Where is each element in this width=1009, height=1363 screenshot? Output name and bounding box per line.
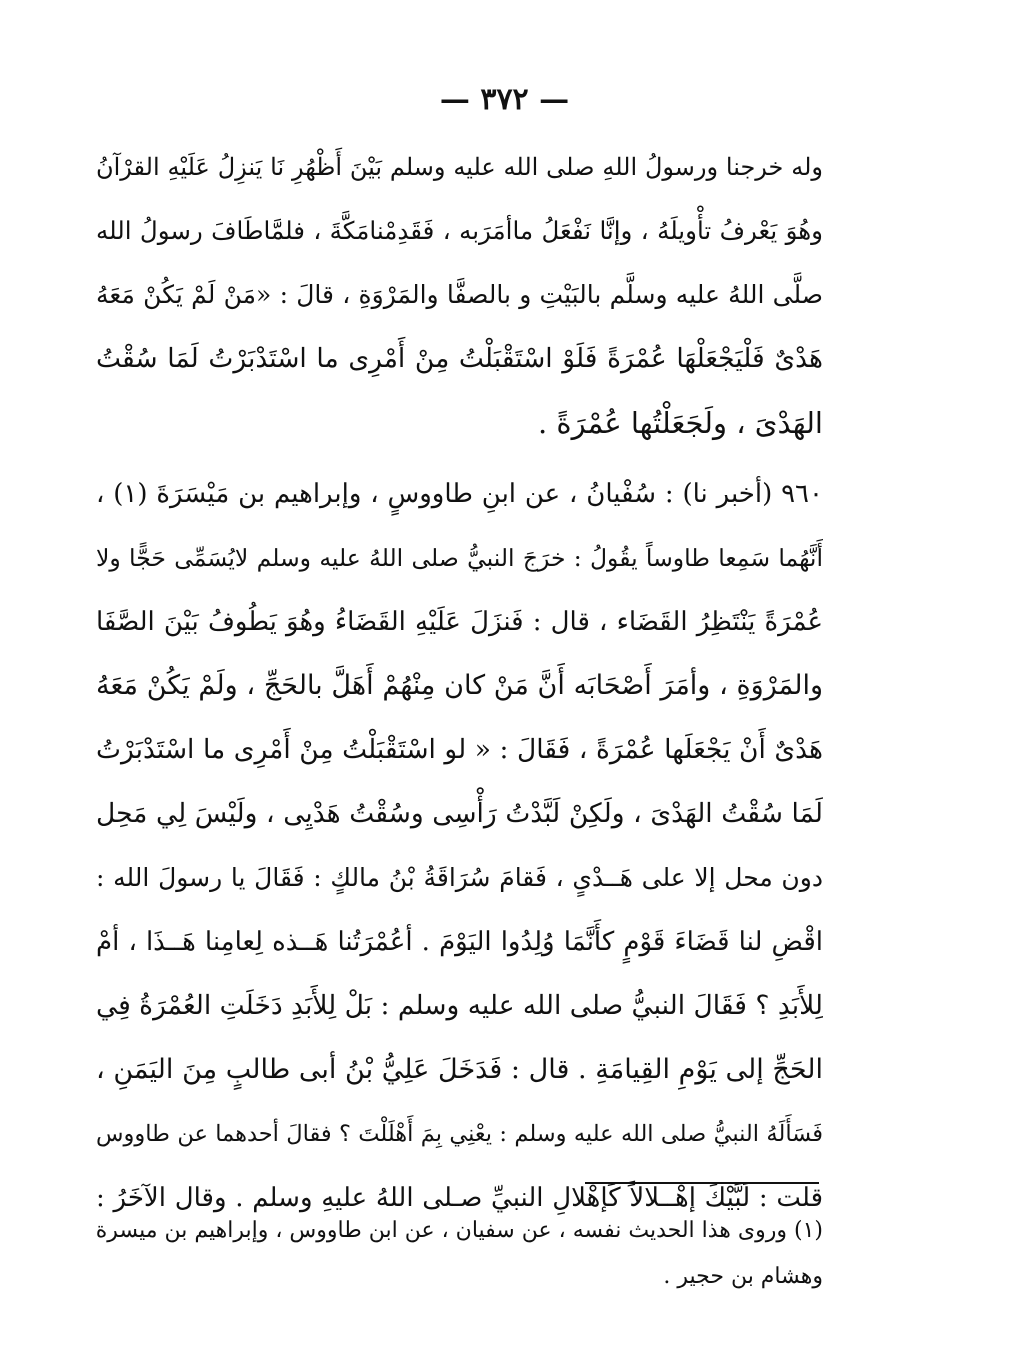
text-line: الهَدْىَ ، ولَجَعَلْتُها عُمْرَةً .	[537, 406, 823, 440]
text-line: هَدْىٌ أَنْ يَجْعَلَها عُمْرَةً ، فَقَالَ : « لو اسْتَقْبَلْتُ مِنْ أَمْرِى ما اسْتَدْبَرْتُ	[96, 734, 823, 765]
paragraph-960	[96, 462, 823, 1230]
text-line: لَمَا سُقْتُ الهَدْىَ ، ولَكِنْ لَبَّدْتُ رَأْسِى وسُقْتُ هَدْيِى ، ولَيْسَ لِي مَحِل	[96, 798, 823, 829]
text-line: الحَجِّ إلى يَوْمِ القِيامَةِ . قال : فَدَخَلَ عَلِيُّ بْنُ أبى طالبٍ مِنَ اليَمَنِ ،	[96, 1054, 823, 1085]
text-line: أَنَّهُما سَمِعا طاوساً يقُولُ : خرَجَ النبيُّ صلى اللهُ عليه وسلم لايُسَمِّى حَجًّا ولا	[96, 544, 823, 572]
footnote-line: (١) وروى هذا الحديث نفسه ، عن سفيان ، عن ابن طاووس ، وإبراهيم بن ميسرة	[96, 1218, 823, 1243]
text-line: عُمْرَةً يَنْتَظِرُ القَضَاء ، قال : فَنزَلَ عَلَيْهِ القَضَاءُ وهُوَ يَطُوفُ بَيْنَ الصَّفَا	[96, 607, 823, 637]
page-number: — ٣٧٢ —	[439, 82, 570, 117]
text-line: اقْضِ لنا قَضَاءَ قَوْمٍ كأَنَّمَا وُلِدُوا اليَوْمَ . أعُمْرَتُنا هَــذه لِعامِنا هَــذَا ، أمْ	[96, 927, 823, 957]
text-line: قلت : لَبَّيْكَ إهْــلالاً كَإهْلالِ النبيِّ صـلى اللهُ عليهِ وسلم . وقال الآخَرُ :	[96, 1183, 823, 1213]
footnote	[96, 1208, 823, 1300]
text-line: هَدْىٌ فَلْيَجْعَلْهَا عُمْرَةً فَلَوْ اسْتَقْبَلْتُ مِنْ أَمْرِى ما اسْتَدْبَرْتُ لَمَا سُقْتُ	[96, 343, 823, 374]
text-line: لِلأَبَدِ ؟ فَقَالَ النبيُّ صلى الله عليه وسلم : بَلْ لِلأَبَدِ دَخَلَتِ العُمْرَةُ فِي	[96, 990, 823, 1021]
text-line: وهُوَ يَعْرفُ تأْويلَهُ ، وإنَّا نَفْعَلُ ماأمَرَبه ، فَقَدِمْنامَكَّةَ ، فلمَّاطَافَ رسولُ الله	[96, 216, 823, 245]
footnote-divider	[585, 1182, 819, 1184]
text-line: دون محل إلا على هَــدْىٍ ، فَقامَ سُرَاقَةُ بْنُ مالكٍ : فَقَالَ يا رسولَ الله :	[96, 863, 823, 892]
text-line: فَسَأَلَهُ النبيُّ صلى الله عليه وسلم : يعْنِي بِمَ أَهْلَلْتَ ؟ فقالَ أحدهما عن طاووس	[96, 1121, 823, 1147]
text-line: والمَرْوَةِ ، وأمَرَ أَصْحَابَه أَنَّ مَنْ كان مِنْهُمْ أَهَلَّ بالحَجِّ ، ولَمْ يَكُنْ مَعَهُ	[96, 670, 823, 701]
paragraph-1	[96, 135, 823, 455]
text-line: ٩٦٠ (أخبر نا) : سُفْيانُ ، عن ابنِ طاووسٍ ، وإبراهيم بن مَيْسَرَةَ (١) ،	[96, 479, 823, 509]
text-line: وله خرجنا ورسولُ اللهِ صلى الله عليه وسلم بَيْنَ أَظْهُرِ نَا يَنزِلُ عَلَيْهِ القرْآنُ	[96, 153, 823, 181]
footnote-line: وهشام بن حجير .	[663, 1264, 823, 1289]
text-line: صلَّى اللهُ عليه وسلَّم بالبَيْتِ و بالصفَّا والمَرْوَةِ ، قالَ : «مَنْ لَمْ يَكُنْ مَعَهُ	[96, 280, 823, 309]
